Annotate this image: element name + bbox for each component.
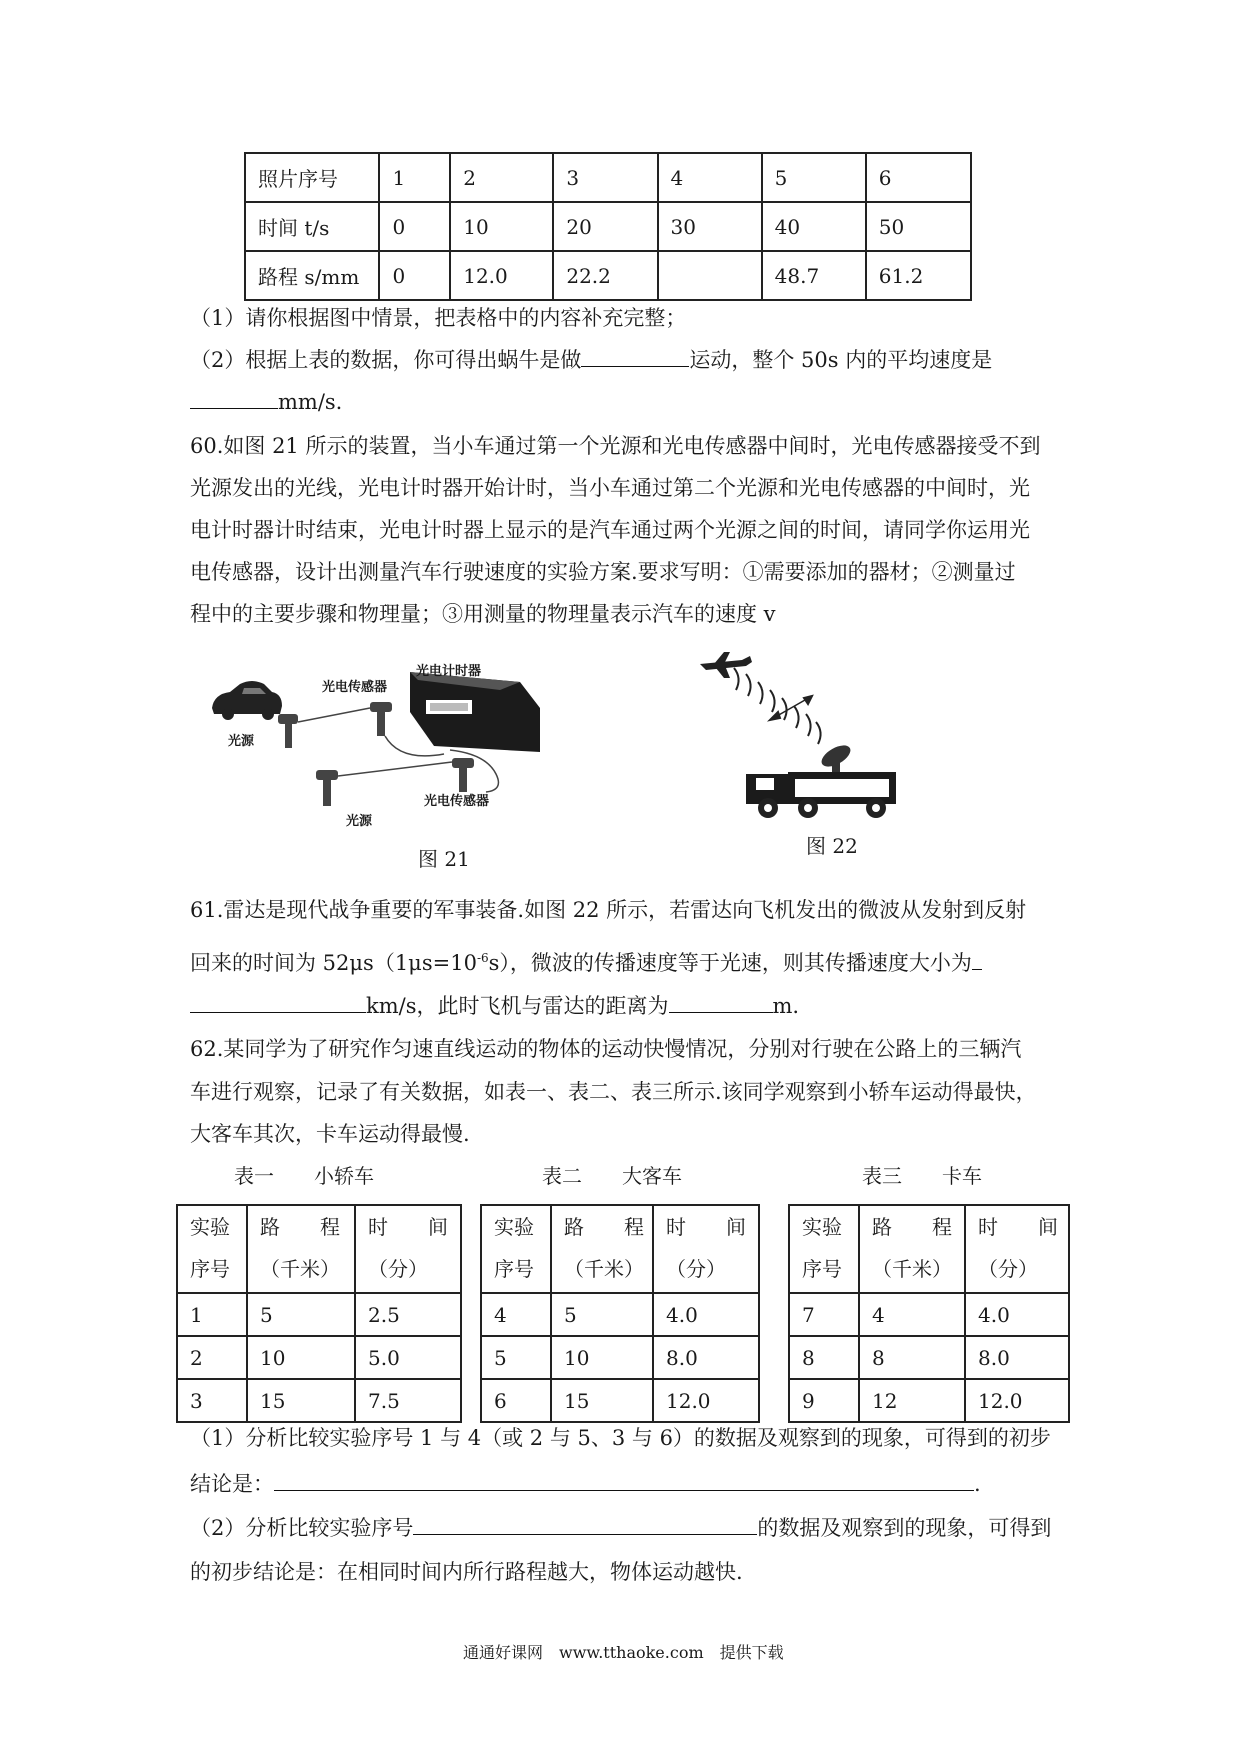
car-table-header-text: （分） xyxy=(666,1257,726,1281)
snail-table-row xyxy=(245,153,971,202)
car-table-header-text: 路 程 xyxy=(872,1215,952,1239)
car-table-header-cell xyxy=(789,1205,859,1293)
q59-part2 xyxy=(190,346,992,374)
car-table-header xyxy=(789,1205,1069,1293)
q62-part2-b: 的数据及观察到的现象，可得到 xyxy=(757,1516,1052,1540)
airplane-icon xyxy=(700,652,752,678)
car-table-cell: 8.0 xyxy=(653,1336,759,1379)
figure-21-drawing xyxy=(200,650,580,850)
car-table-header-cell xyxy=(551,1205,653,1293)
light-sensor-bottom-icon xyxy=(452,758,474,792)
car-table-header-text: 实验 xyxy=(802,1215,842,1239)
q60-line-2: 光源发出的光线，光电计时器开始计时，当小车通过第二个光源和光电传感器的中间时，光 xyxy=(190,476,1030,500)
q62-line-1: 62.某同学为了研究作匀速直线运动的物体的运动快慢情况，分别对行驶在公路上的三辆汽 xyxy=(190,1037,1022,1061)
snail-table-cell: 3 xyxy=(553,153,657,202)
car-table-cell: 2 xyxy=(177,1336,247,1379)
car-table-header-cell xyxy=(355,1205,461,1293)
car-table-cell: 4.0 xyxy=(653,1293,759,1336)
snail-table-cell: 5 xyxy=(762,153,866,202)
q62-part1-b: 结论是： xyxy=(190,1472,274,1496)
car-table-cell: 9 xyxy=(789,1379,859,1422)
car-table-3 xyxy=(788,1204,1070,1423)
q59-part2-cont xyxy=(190,388,342,416)
q61-line-3-a: km/s，此时飞机与雷达的距离为 xyxy=(366,994,669,1018)
car-table-header-text: 时 间 xyxy=(368,1215,448,1239)
car-table-header-text: （千米） xyxy=(260,1257,340,1281)
q61-line-3-b: m. xyxy=(772,994,800,1018)
car-table-header-cell xyxy=(481,1205,551,1293)
light-source-top-icon xyxy=(278,714,298,748)
snail-table-cell: 4 xyxy=(658,153,762,202)
q62-part2-a: （2）分析比较实验序号 xyxy=(190,1516,414,1540)
car-table-cell: 12 xyxy=(859,1379,965,1422)
car-table-row xyxy=(481,1336,759,1379)
q62-part1-line-1: （1）分析比较实验序号 1 与 4（或 2 与 5、3 与 6）的数据及观察到的现象，可得到的初步 xyxy=(190,1426,1051,1450)
car-table-cell: 12.0 xyxy=(653,1379,759,1422)
figure-22-caption: 图 22 xyxy=(806,834,858,858)
q62-line-2: 车进行观察，记录了有关数据，如表一、表二、表三所示.该同学观察到小轿车运动得最快， xyxy=(190,1080,1037,1104)
snail-table-row xyxy=(245,251,971,300)
q60-line-4: 电传感器，设计出测量汽车行驶速度的实验方案.要求写明：①需要添加的器材；②测量过 xyxy=(190,560,1016,584)
q62-part1-line-2 xyxy=(190,1470,981,1498)
car-icon xyxy=(212,681,282,720)
label-source-top: 光源 xyxy=(228,734,255,749)
label-sensor-top: 光电传感器 xyxy=(322,680,388,695)
label-source-bottom: 光源 xyxy=(346,814,373,829)
car-table-header-cell xyxy=(859,1205,965,1293)
q62-part1-end: . xyxy=(974,1472,981,1496)
q59-part2-b: 运动，整个 50s 内的平均速度是 xyxy=(689,348,993,372)
car-table-cell: 10 xyxy=(551,1336,653,1379)
car-table-cell: 5 xyxy=(551,1293,653,1336)
table-3-caption: 表三 卡车 xyxy=(862,1164,982,1188)
light-source-bottom-icon xyxy=(316,770,338,806)
q59-part2-a: （2）根据上表的数据，你可得出蜗牛是做 xyxy=(190,348,582,372)
car-table-header-text: 路 程 xyxy=(260,1215,340,1239)
snail-table-cell: 61.2 xyxy=(866,251,971,300)
car-table-cell: 4 xyxy=(481,1293,551,1336)
wave-arcs-icon xyxy=(734,668,821,744)
answer-blank-sequence[interactable] xyxy=(413,1514,757,1535)
car-table-row xyxy=(177,1379,461,1422)
car-table-cell: 10 xyxy=(247,1336,355,1379)
light-sensor-top-icon xyxy=(370,702,392,736)
answer-blank-conclusion[interactable] xyxy=(274,1470,974,1491)
q61-line-2-b: s），微波的传播速度等于光速，则其传播速度大小为 xyxy=(488,951,972,975)
figure-22 xyxy=(690,650,910,830)
car-table-header-text: 路 程 xyxy=(564,1215,644,1239)
answer-blank-speed-tail[interactable] xyxy=(972,949,982,970)
snail-table-cell: 0 xyxy=(379,251,450,300)
snail-table-empty-cell[interactable] xyxy=(658,251,762,300)
car-table-cell: 5 xyxy=(247,1293,355,1336)
car-table-row xyxy=(789,1293,1069,1336)
car-table-cell: 8.0 xyxy=(965,1336,1069,1379)
car-table-cell: 7.5 xyxy=(355,1379,461,1422)
snail-table-cell: 6 xyxy=(866,153,971,202)
car-table-row xyxy=(481,1379,759,1422)
label-timer: 光电计时器 xyxy=(416,664,482,679)
snail-table-row-label: 时间 t/s xyxy=(245,202,379,251)
snail-table-cell: 20 xyxy=(553,202,657,251)
car-table-header-cell xyxy=(965,1205,1069,1293)
car-table-cell: 3 xyxy=(177,1379,247,1422)
q61-line-2-a: 回来的时间为 52μs（1μs=10 xyxy=(190,951,477,975)
snail-table-row xyxy=(245,202,971,251)
figure-21 xyxy=(200,650,580,850)
snail-table-cell: 48.7 xyxy=(762,251,866,300)
q59-part2-c: mm/s. xyxy=(278,390,343,414)
car-table-header-cell xyxy=(653,1205,759,1293)
car-table-cell: 15 xyxy=(247,1379,355,1422)
snail-table-row-label: 路程 s/mm xyxy=(245,251,379,300)
answer-blank-speed[interactable] xyxy=(190,992,366,1013)
car-table-cell: 8 xyxy=(789,1336,859,1379)
snail-table-cell: 0 xyxy=(379,202,450,251)
car-table-cell: 1 xyxy=(177,1293,247,1336)
snail-table-cell: 30 xyxy=(658,202,762,251)
answer-blank-avg-speed[interactable] xyxy=(190,388,278,409)
figure-21-caption: 图 21 xyxy=(418,847,470,871)
answer-blank-distance[interactable] xyxy=(669,992,773,1013)
page-footer: 通通好课网 www.tthaoke.com 提供下载 xyxy=(463,1643,784,1662)
snail-table-cell: 12.0 xyxy=(450,251,553,300)
car-table-header xyxy=(481,1205,759,1293)
car-table-row xyxy=(177,1293,461,1336)
car-table-header-text: 实验 xyxy=(190,1215,230,1239)
snail-table-cell: 40 xyxy=(762,202,866,251)
car-table-cell: 2.5 xyxy=(355,1293,461,1336)
car-table-header-text: 实验 xyxy=(494,1215,534,1239)
label-sensor-bottom: 光电传感器 xyxy=(424,794,490,809)
q62-part2-line-2: 的初步结论是：在相同时间内所行路程越大，物体运动越快. xyxy=(190,1560,743,1584)
q62-part2-line-1 xyxy=(190,1514,1051,1542)
q62-line-3: 大客车其次，卡车运动得最慢. xyxy=(190,1122,470,1146)
car-table-2 xyxy=(480,1204,760,1423)
car-table-header-text: （千米） xyxy=(564,1257,644,1281)
snail-table-cell: 50 xyxy=(866,202,971,251)
snail-table-row-label: 照片序号 xyxy=(245,153,379,202)
car-table-header-text: （千米） xyxy=(872,1257,952,1281)
snail-table-cell: 1 xyxy=(379,153,450,202)
car-table-header-text: 序号 xyxy=(494,1257,534,1281)
car-table-header xyxy=(177,1205,461,1293)
snail-table-cell: 10 xyxy=(450,202,553,251)
car-table-cell: 5.0 xyxy=(355,1336,461,1379)
car-table-cell: 12.0 xyxy=(965,1379,1069,1422)
table-2-caption: 表二 大客车 xyxy=(542,1164,682,1188)
car-table-header-text: 序号 xyxy=(802,1257,842,1281)
car-table-row xyxy=(789,1379,1069,1422)
car-table-cell: 7 xyxy=(789,1293,859,1336)
car-table-header-text: （分） xyxy=(368,1257,428,1281)
q60-line-5: 程中的主要步骤和物理量；③用测量的物理量表示汽车的速度 v xyxy=(190,602,776,626)
q61-line-1: 61.雷达是现代战争重要的军事装备.如图 22 所示，若雷达向飞机发出的微波从发射到反射 xyxy=(190,898,1027,922)
q59-part1: （1）请你根据图中情景，把表格中的内容补充完整； xyxy=(190,306,687,330)
car-table-cell: 8 xyxy=(859,1336,965,1379)
table-1-caption: 表一 小轿车 xyxy=(234,1164,374,1188)
car-table-row xyxy=(789,1336,1069,1379)
car-table-header-text: 时 间 xyxy=(666,1215,746,1239)
car-table-row xyxy=(481,1293,759,1336)
q61-exponent: -6 xyxy=(476,951,489,965)
car-table-header-text: 序号 xyxy=(190,1257,230,1281)
q61-line-2 xyxy=(190,944,982,977)
car-table-header-cell xyxy=(177,1205,247,1293)
radar-truck-icon xyxy=(746,741,896,818)
car-table-header-text: 时 间 xyxy=(978,1215,1058,1239)
figure-22-drawing xyxy=(690,650,910,830)
timer-box-icon xyxy=(410,672,540,752)
car-table-cell: 6 xyxy=(481,1379,551,1422)
car-table-cell: 4 xyxy=(859,1293,965,1336)
car-table-header-cell xyxy=(247,1205,355,1293)
snail-table xyxy=(244,152,972,301)
car-table-header-text: （分） xyxy=(978,1257,1038,1281)
car-table-cell: 4.0 xyxy=(965,1293,1069,1336)
car-table-cell: 15 xyxy=(551,1379,653,1422)
snail-table-cell: 2 xyxy=(450,153,553,202)
q61-line-3 xyxy=(190,992,799,1020)
q60-line-1: 60.如图 21 所示的装置，当小车通过第一个光源和光电传感器中间时，光电传感器接受不到 xyxy=(190,434,1041,458)
q60-line-3: 电计时器计时结束，光电计时器上显示的是汽车通过两个光源之间的时间，请同学你运用光 xyxy=(190,518,1030,542)
car-table-1 xyxy=(176,1204,462,1423)
answer-blank-motion[interactable] xyxy=(581,346,689,367)
car-table-cell: 5 xyxy=(481,1336,551,1379)
car-table-row xyxy=(177,1336,461,1379)
snail-table-cell: 22.2 xyxy=(553,251,657,300)
